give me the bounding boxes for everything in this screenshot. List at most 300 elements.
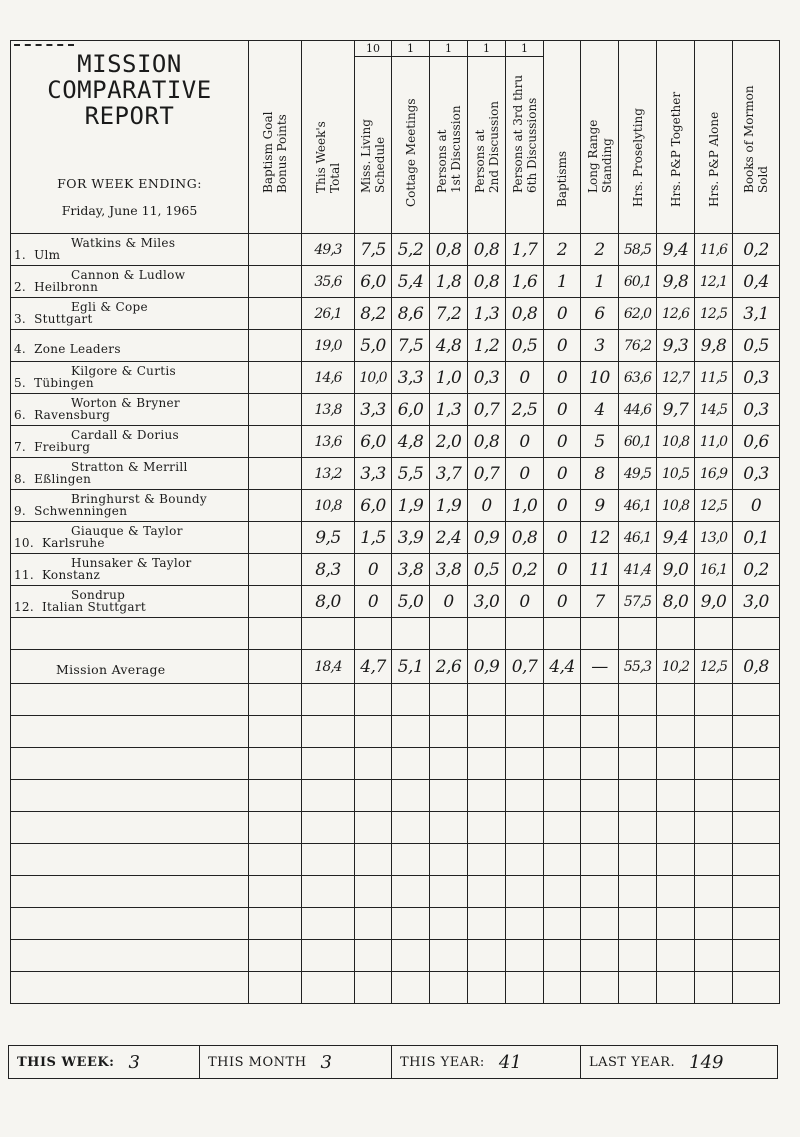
- cell-value: 6,0: [397, 399, 424, 420]
- blank-cell: [249, 716, 302, 748]
- value-cell: [355, 554, 392, 586]
- cell-value: 41,4: [623, 561, 652, 578]
- blank-cell: [430, 876, 468, 908]
- blank-cell: [695, 684, 733, 716]
- average-label-cell: [11, 650, 249, 684]
- cell-value: 7,5: [360, 239, 386, 260]
- cell-value: 16,1: [699, 561, 728, 578]
- cell-value: 6,0: [360, 431, 386, 452]
- this-year-label: THIS YEAR:: [400, 1054, 485, 1070]
- blank-cell: [657, 908, 695, 940]
- value-cell: [619, 490, 657, 522]
- value-cell: [581, 298, 619, 330]
- value-cell: [506, 394, 544, 426]
- value-cell: [733, 362, 780, 394]
- blank-cell: [544, 748, 581, 780]
- blank-cell: [657, 972, 695, 1004]
- blank-cell: [355, 716, 392, 748]
- district-cell: [11, 298, 249, 330]
- value-cell: [468, 234, 506, 266]
- blank-cell: [302, 908, 355, 940]
- cell-value: 3,3: [360, 463, 386, 484]
- this-month-value: 3: [320, 1051, 332, 1073]
- blank-cell: [468, 972, 506, 1004]
- cell-value: 12,5: [699, 658, 728, 675]
- cell-value: 8: [594, 463, 605, 484]
- value-cell: [581, 266, 619, 298]
- value-cell: [581, 650, 619, 684]
- value-cell: [657, 234, 695, 266]
- blank-cell: [695, 940, 733, 972]
- cell-value: 3,1: [743, 303, 769, 324]
- blank-cell: [695, 748, 733, 780]
- cell-value: 0,2: [511, 559, 538, 580]
- blank-cell: [506, 780, 544, 812]
- blank-cell: [249, 940, 302, 972]
- cell-value: 1,6: [511, 271, 538, 292]
- column-header: [468, 41, 506, 234]
- district-cell: [11, 266, 249, 298]
- cell-value: 1,5: [360, 527, 386, 548]
- cell-value: 4,8: [435, 335, 462, 356]
- cell-value: 0: [367, 559, 379, 580]
- cell-value: 0,8: [473, 431, 500, 452]
- value-cell: [506, 234, 544, 266]
- city-name: Konstanz: [41, 568, 101, 582]
- team-names: Kilgore & Curtis: [71, 364, 176, 378]
- blank-cell: [733, 618, 780, 650]
- district-cell: [11, 586, 249, 618]
- blank-cell: [506, 748, 544, 780]
- column-goal: 10: [355, 41, 391, 57]
- blank-cell: [657, 780, 695, 812]
- blank-cell: [392, 972, 430, 1004]
- value-cell: [695, 554, 733, 586]
- value-cell: [430, 330, 468, 362]
- blank-cell: [11, 618, 249, 650]
- value-cell: [581, 426, 619, 458]
- blank-cell: [544, 908, 581, 940]
- blank-cell: [506, 908, 544, 940]
- title-cell: [11, 41, 249, 234]
- value-cell: [544, 298, 581, 330]
- blank-cell: [733, 844, 780, 876]
- district-name: [14, 312, 93, 326]
- column-header: [695, 41, 733, 234]
- value-cell: [392, 554, 430, 586]
- value-cell: [249, 586, 302, 618]
- blank-cell: [619, 780, 657, 812]
- value-cell: [430, 458, 468, 490]
- blank-cell: [619, 972, 657, 1004]
- cell-value: 1,7: [511, 239, 538, 260]
- cell-value: 63,6: [623, 369, 652, 386]
- cell-value: 13,6: [314, 433, 342, 450]
- cell-value: 16,9: [699, 465, 728, 482]
- column-header: [430, 41, 468, 234]
- blank-cell: [506, 972, 544, 1004]
- blank-cell: [619, 940, 657, 972]
- blank-cell: [581, 940, 619, 972]
- this-week-value: 3: [128, 1051, 140, 1073]
- blank-cell: [581, 844, 619, 876]
- cell-value: 60,1: [623, 433, 652, 450]
- value-cell: [355, 522, 392, 554]
- value-cell: [430, 394, 468, 426]
- column-header: [733, 41, 780, 234]
- cell-value: 0,7: [511, 656, 538, 677]
- cell-value: 6,0: [360, 495, 386, 516]
- value-cell: [657, 394, 695, 426]
- blank-cell: [733, 908, 780, 940]
- value-cell: [544, 234, 581, 266]
- blank-cell: [695, 618, 733, 650]
- value-cell: [619, 586, 657, 618]
- value-cell: [733, 426, 780, 458]
- value-cell: [544, 522, 581, 554]
- value-cell: [733, 650, 780, 684]
- value-cell: [506, 298, 544, 330]
- value-cell: [302, 522, 355, 554]
- value-cell: [392, 234, 430, 266]
- cell-value: 0: [556, 559, 568, 580]
- blank-cell: [302, 618, 355, 650]
- blank-cell: [506, 812, 544, 844]
- table-row: [11, 586, 780, 618]
- blank-cell: [657, 684, 695, 716]
- cell-value: 5,0: [360, 335, 386, 356]
- cell-value: 5: [594, 431, 605, 452]
- cell-value: 0: [556, 399, 568, 420]
- value-cell: [619, 522, 657, 554]
- blank-cell: [430, 844, 468, 876]
- blank-cell: [392, 748, 430, 780]
- blank-cell: [506, 716, 544, 748]
- value-cell: [430, 522, 468, 554]
- blank-cell: [581, 908, 619, 940]
- cell-value: 26,1: [314, 305, 342, 322]
- row-number: 3.: [14, 312, 27, 326]
- value-cell: [355, 458, 392, 490]
- cell-value: 1,9: [397, 495, 424, 516]
- cell-value: 19,0: [314, 337, 342, 354]
- column-label: Persons at 1st Discussion: [434, 105, 463, 193]
- cell-value: 0: [556, 495, 568, 516]
- blank-cell: [302, 780, 355, 812]
- blank-cell: [249, 812, 302, 844]
- district-cell: [11, 522, 249, 554]
- blank-cell: [355, 812, 392, 844]
- column-label: Baptisms: [555, 150, 569, 207]
- blank-cell: [430, 716, 468, 748]
- value-cell: [581, 458, 619, 490]
- blank-cell: [581, 812, 619, 844]
- blank-cell: [302, 748, 355, 780]
- cell-value: 4,8: [397, 431, 424, 452]
- cell-value: 18,4: [314, 658, 342, 675]
- value-cell: [581, 234, 619, 266]
- value-cell: [249, 362, 302, 394]
- value-cell: [733, 330, 780, 362]
- value-cell: [249, 394, 302, 426]
- table-row: [11, 394, 780, 426]
- value-cell: [302, 586, 355, 618]
- column-goal: 1: [468, 41, 505, 57]
- blank-cell: [468, 748, 506, 780]
- value-cell: [249, 426, 302, 458]
- blank-cell: [581, 748, 619, 780]
- value-cell: [657, 426, 695, 458]
- table-row: [11, 522, 780, 554]
- district-name: [14, 600, 146, 614]
- value-cell: [619, 266, 657, 298]
- blank-row: [11, 618, 780, 650]
- cell-value: 0,5: [743, 335, 769, 356]
- column-header: [581, 41, 619, 234]
- blank-cell: [430, 780, 468, 812]
- cell-value: 9: [594, 495, 605, 516]
- value-cell: [733, 554, 780, 586]
- blank-cell: [468, 844, 506, 876]
- cell-value: 49,5: [623, 465, 652, 482]
- value-cell: [430, 426, 468, 458]
- table-row: [11, 458, 780, 490]
- blank-row: [11, 684, 780, 716]
- cell-value: 0,3: [743, 367, 769, 388]
- cell-value: 9,0: [662, 559, 689, 580]
- blank-cell: [695, 812, 733, 844]
- district-cell: [11, 490, 249, 522]
- team-names: Worton & Bryner: [71, 396, 180, 410]
- cell-value: 7: [594, 591, 605, 612]
- value-cell: [506, 330, 544, 362]
- blank-cell: [544, 844, 581, 876]
- blank-cell: [11, 716, 249, 748]
- blank-cell: [392, 844, 430, 876]
- blank-cell: [11, 844, 249, 876]
- cell-value: 10: [589, 367, 610, 388]
- row-number: 12.: [14, 600, 34, 614]
- blank-row: [11, 748, 780, 780]
- blank-cell: [392, 618, 430, 650]
- cell-value: 10,8: [314, 497, 342, 514]
- cell-value: 11,5: [699, 369, 728, 386]
- blank-cell: [733, 940, 780, 972]
- cell-value: 0: [556, 527, 568, 548]
- cell-value: 13,2: [314, 465, 342, 482]
- district-name: [14, 248, 60, 262]
- value-cell: [355, 490, 392, 522]
- cell-value: 13,8: [314, 401, 342, 418]
- cell-value: 0,8: [473, 271, 500, 292]
- value-cell: [430, 298, 468, 330]
- cell-value: 3,8: [435, 559, 462, 580]
- value-cell: [733, 234, 780, 266]
- team-names: Cannon & Ludlow: [71, 268, 186, 282]
- cell-value: 1,3: [435, 399, 462, 420]
- blank-cell: [392, 684, 430, 716]
- cell-value: 0,4: [743, 271, 769, 292]
- cell-value: 0: [556, 367, 568, 388]
- value-cell: [506, 426, 544, 458]
- blank-cell: [302, 940, 355, 972]
- blank-cell: [302, 812, 355, 844]
- cell-value: 0: [556, 303, 568, 324]
- value-cell: [468, 330, 506, 362]
- cell-value: 9,4: [662, 239, 689, 260]
- value-cell: [468, 458, 506, 490]
- row-number: 9.: [14, 504, 27, 518]
- value-cell: [619, 458, 657, 490]
- value-cell: [392, 586, 430, 618]
- column-label: Baptism Goal Bonus Points: [261, 111, 289, 193]
- cell-value: 0,1: [743, 527, 769, 548]
- value-cell: [657, 330, 695, 362]
- value-cell: [695, 650, 733, 684]
- blank-cell: [544, 876, 581, 908]
- cell-value: 8,6: [397, 303, 424, 324]
- blank-cell: [695, 844, 733, 876]
- district-name: [14, 472, 91, 486]
- cell-value: —: [591, 656, 608, 677]
- cell-value: 12,5: [699, 305, 728, 322]
- column-goal: 1: [392, 41, 429, 57]
- district-cell: [11, 458, 249, 490]
- value-cell: [695, 490, 733, 522]
- value-cell: [695, 586, 733, 618]
- value-cell: [733, 394, 780, 426]
- cell-value: 7,2: [435, 303, 462, 324]
- blank-cell: [302, 844, 355, 876]
- blank-cell: [657, 618, 695, 650]
- cell-value: 9,3: [662, 335, 689, 356]
- blank-cell: [733, 876, 780, 908]
- value-cell: [249, 266, 302, 298]
- blank-cell: [506, 844, 544, 876]
- blank-cell: [657, 940, 695, 972]
- value-cell: [581, 490, 619, 522]
- table-row: [11, 362, 780, 394]
- table-row: [11, 298, 780, 330]
- cell-value: 0,7: [473, 463, 500, 484]
- blank-cell: [657, 748, 695, 780]
- value-cell: [695, 330, 733, 362]
- blank-cell: [733, 716, 780, 748]
- column-header: [506, 41, 544, 234]
- value-cell: [468, 522, 506, 554]
- value-cell: [544, 458, 581, 490]
- table-row: [11, 490, 780, 522]
- cell-value: 0,8: [743, 656, 769, 677]
- value-cell: [392, 362, 430, 394]
- value-cell: [506, 650, 544, 684]
- row-number: 4.: [14, 342, 27, 356]
- cell-value: 1,8: [435, 271, 462, 292]
- cell-value: 1,0: [511, 495, 538, 516]
- cell-value: 12: [589, 527, 610, 548]
- value-cell: [733, 266, 780, 298]
- cell-value: 0: [443, 591, 454, 612]
- value-cell: [302, 458, 355, 490]
- cell-value: 46,1: [623, 529, 652, 546]
- cell-value: 1,0: [435, 367, 462, 388]
- value-cell: [302, 298, 355, 330]
- value-cell: [355, 330, 392, 362]
- value-cell: [355, 362, 392, 394]
- blank-cell: [468, 780, 506, 812]
- blank-row: [11, 812, 780, 844]
- cell-value: 58,5: [623, 241, 652, 258]
- column-label: Miss. Living Schedule: [359, 119, 387, 193]
- blank-row: [11, 908, 780, 940]
- table-row: [11, 554, 780, 586]
- blank-cell: [619, 618, 657, 650]
- blank-cell: [430, 618, 468, 650]
- value-cell: [581, 362, 619, 394]
- value-cell: [430, 554, 468, 586]
- value-cell: [657, 458, 695, 490]
- value-cell: [619, 394, 657, 426]
- team-names: Stratton & Merrill: [71, 460, 188, 474]
- cell-value: 9,7: [662, 399, 689, 420]
- blank-cell: [355, 940, 392, 972]
- blank-cell: [11, 748, 249, 780]
- title-line: MISSION: [77, 50, 182, 78]
- this-month-label: THIS MONTH: [208, 1054, 307, 1070]
- district-cell: [11, 362, 249, 394]
- average-row: [11, 650, 780, 684]
- cell-value: 4,4: [549, 656, 575, 677]
- team-names: Bringhurst & Boundy: [71, 492, 207, 506]
- row-number: 11.: [14, 568, 34, 582]
- cell-value: 1,3: [473, 303, 500, 324]
- value-cell: [249, 522, 302, 554]
- cell-value: 9,8: [700, 335, 727, 356]
- blank-cell: [392, 716, 430, 748]
- cell-value: 55,3: [623, 658, 652, 675]
- blank-cell: [430, 940, 468, 972]
- blank-cell: [249, 844, 302, 876]
- value-cell: [468, 426, 506, 458]
- cell-value: 0,3: [743, 463, 769, 484]
- cell-value: 8,0: [662, 591, 689, 612]
- column-label: Books of Mormon Sold: [742, 85, 770, 193]
- blank-cell: [249, 684, 302, 716]
- value-cell: [695, 234, 733, 266]
- value-cell: [468, 650, 506, 684]
- blank-cell: [355, 618, 392, 650]
- blank-cell: [468, 716, 506, 748]
- blank-cell: [695, 716, 733, 748]
- title-line: REPORT: [84, 102, 175, 130]
- value-cell: [657, 362, 695, 394]
- blank-cell: [619, 748, 657, 780]
- value-cell: [302, 362, 355, 394]
- blank-cell: [657, 844, 695, 876]
- blank-cell: [355, 876, 392, 908]
- blank-cell: [355, 844, 392, 876]
- cell-value: 10,8: [661, 433, 690, 450]
- blank-cell: [11, 812, 249, 844]
- cell-value: 0,8: [473, 239, 500, 260]
- value-cell: [695, 394, 733, 426]
- cell-value: 0: [519, 431, 530, 452]
- blank-row: [11, 716, 780, 748]
- cell-value: 35,6: [314, 273, 342, 290]
- blank-cell: [506, 940, 544, 972]
- row-number: 1.: [14, 248, 27, 262]
- column-label: Persons at 2nd Discussion: [472, 100, 501, 193]
